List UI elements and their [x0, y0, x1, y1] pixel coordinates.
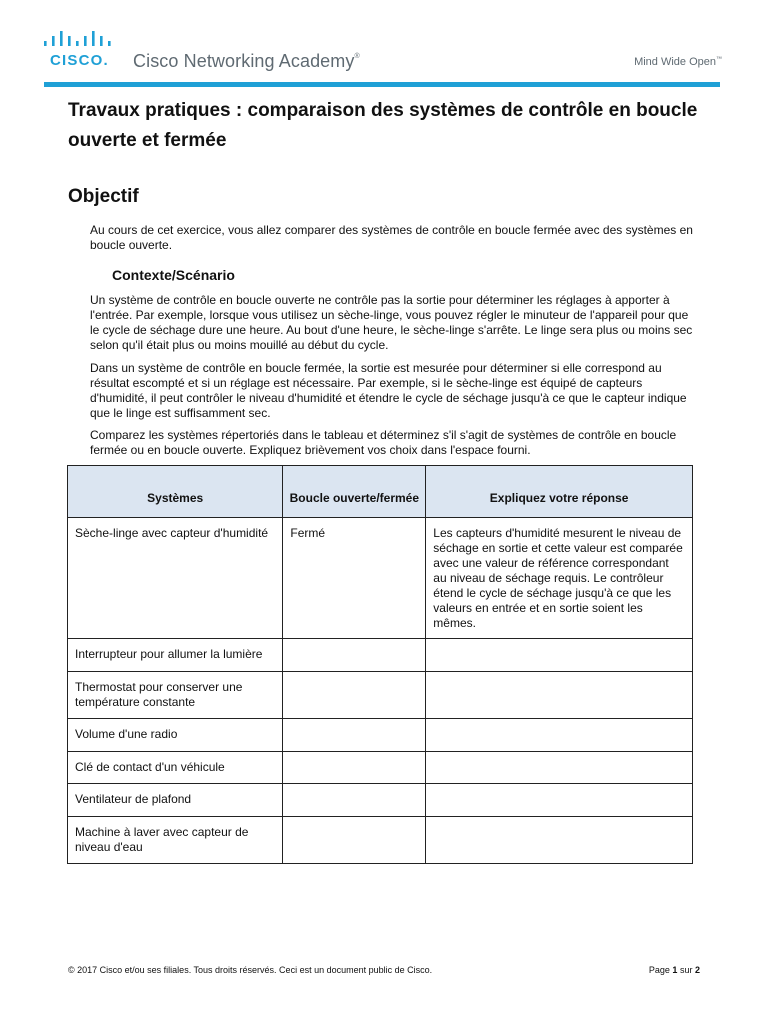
- loop-type-cell[interactable]: [283, 784, 426, 817]
- table-row: [68, 752, 693, 784]
- system-cell: Volume d'une radio: [68, 719, 283, 752]
- explanation-cell[interactable]: [426, 672, 693, 719]
- cisco-wordmark: CISCO.: [50, 52, 109, 69]
- table-row: [68, 719, 693, 752]
- system-cell: Sèche-linge avec capteur d'humidité: [68, 518, 283, 639]
- explanation-cell[interactable]: [426, 639, 693, 672]
- cisco-logo-icon: [44, 31, 116, 49]
- table-row: [68, 639, 693, 672]
- header-loop-type: Boucle ouverte/fermée: [283, 466, 426, 518]
- page-title: Travaux pratiques : comparaison des systèmes de contrôle en boucle ouverte et fermée: [68, 100, 698, 151]
- system-cell: Ventilateur de plafond: [68, 784, 283, 817]
- academy-name: Cisco Networking Academy®: [133, 51, 360, 71]
- loop-type-cell[interactable]: [283, 672, 426, 719]
- table-row: [68, 518, 693, 639]
- explanation-cell[interactable]: [426, 719, 693, 752]
- context-paragraph-2: Dans un système de contrôle en boucle fermée, la sortie est mesurée pour déterminer si elle correspond au résultat escompté et si un réglage est nécessaire. Par exemple, si le sèche-linge est équipé de capteurs d'humidité, il peut contrôler le niveau d'humidité et étendre le cycle de séchage jusqu'à ce que le capteur indique que le linge est suffisamment sec.: [90, 361, 687, 420]
- table-row: [68, 817, 693, 864]
- footer-copyright: © 2017 Cisco et/ou ses filiales. Tous droits réservés. Ceci est un document public de Cisco.: [68, 965, 433, 975]
- context-paragraph-1: Un système de contrôle en boucle ouverte ne contrôle pas la sortie pour déterminer les réglages à apporter à l'entrée. Par exemple, lorsque vous utilisez un sèche-linge, vous pouvez régler le minuteur de l'appareil pour que le cycle de séchage dure une heure. Au bout d'une heure, le sèche-linge s'arrête. Le linge sera plus ou moins sec selon qu'il était plus ou moins mouillé au début du cycle.: [90, 293, 693, 352]
- header-divider: [44, 82, 720, 87]
- loop-type-cell[interactable]: Fermé: [283, 518, 426, 639]
- loop-type-cell[interactable]: [283, 752, 426, 784]
- tagline: Mind Wide Open™: [634, 56, 722, 68]
- header-systems: Systèmes: [68, 466, 283, 518]
- explanation-cell[interactable]: [426, 784, 693, 817]
- objective-heading: Objectif: [68, 186, 139, 207]
- context-heading: Contexte/Scénario: [112, 267, 235, 283]
- footer-page-number: Page 1 sur 2: [648, 965, 700, 975]
- systems-table: [67, 465, 693, 864]
- system-cell: Thermostat pour conserver une température constante: [68, 672, 283, 719]
- system-cell: Interrupteur pour allumer la lumière: [68, 639, 283, 672]
- explanation-cell[interactable]: Les capteurs d'humidité mesurent le niveau de séchage en sortie et cette valeur est comparée avec une valeur de référence correspondant au niveau de séchage requis. Le contrôleur étend le cycle de séchage jusqu'à ce que les valeurs en entrée et en sortie soient les mêmes.: [426, 518, 693, 639]
- table-row: [68, 784, 693, 817]
- loop-type-cell[interactable]: [283, 719, 426, 752]
- system-cell: Machine à laver avec capteur de niveau d'eau: [68, 817, 283, 864]
- system-cell: Clé de contact d'un véhicule: [68, 752, 283, 784]
- page-header: [0, 0, 768, 88]
- explanation-cell[interactable]: [426, 817, 693, 864]
- loop-type-cell[interactable]: [283, 639, 426, 672]
- header-explanation: Expliquez votre réponse: [426, 466, 693, 518]
- table-header-row: [68, 466, 693, 518]
- context-paragraph-3: Comparez les systèmes répertoriés dans le tableau et déterminez s'il s'agit de systèmes de contrôle en boucle fermée ou en boucle ouverte. Expliquez brièvement vos choix dans l'espace fourni.: [90, 428, 677, 457]
- objective-text: Au cours de cet exercice, vous allez comparer des systèmes de contrôle en boucle fermée avec des systèmes en boucle ouverte.: [90, 223, 693, 252]
- table-row: [68, 672, 693, 719]
- loop-type-cell[interactable]: [283, 817, 426, 864]
- explanation-cell[interactable]: [426, 752, 693, 784]
